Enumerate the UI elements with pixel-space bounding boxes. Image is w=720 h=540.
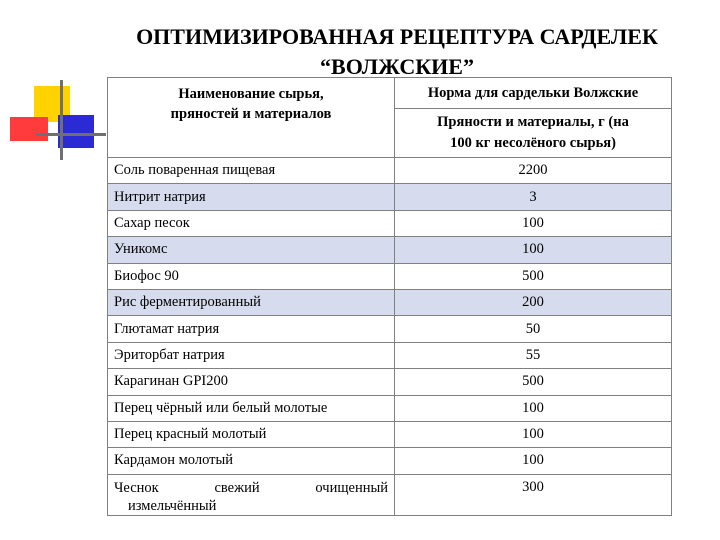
header-unit-line-1: Пряности и материалы, г (на <box>437 114 629 130</box>
ingredient-name: Уникомс <box>108 237 395 263</box>
ingredient-value: 300 <box>395 474 672 515</box>
ingredient-value: 3 <box>395 184 672 210</box>
slide-logo <box>0 0 100 170</box>
table-row <box>108 158 672 184</box>
ingredient-value: 100 <box>395 210 672 236</box>
recipe-table <box>107 77 672 516</box>
ingredient-name-word: свежий <box>214 479 260 496</box>
ingredient-name: Нитрит натрия <box>108 184 395 210</box>
header-name-cell <box>108 78 395 158</box>
ingredient-name-word: очищенный <box>315 479 388 496</box>
page-title <box>92 22 702 82</box>
ingredient-value: 100 <box>395 448 672 474</box>
ingredient-value: 100 <box>395 237 672 263</box>
ingredient-name: Соль поваренная пищевая <box>108 158 395 184</box>
header-norm-cell: Норма для сардельки Волжские <box>395 78 672 109</box>
ingredient-name: Рис ферментированный <box>108 289 395 315</box>
header-name-line-1: Наименование сырья, <box>178 86 324 102</box>
ingredient-name: Сахар песок <box>108 210 395 236</box>
ingredient-value: 100 <box>395 395 672 421</box>
ingredient-name: Биофос 90 <box>108 263 395 289</box>
table-row <box>108 289 672 315</box>
table-row <box>108 421 672 447</box>
ingredient-value: 200 <box>395 289 672 315</box>
table-row <box>108 448 672 474</box>
ingredient-name: Перец чёрный или белый молотые <box>108 395 395 421</box>
ingredient-value: 500 <box>395 369 672 395</box>
table-row <box>108 474 672 515</box>
ingredient-value: 2200 <box>395 158 672 184</box>
ingredient-value: 50 <box>395 316 672 342</box>
table-row <box>108 395 672 421</box>
ingredient-name-word: Чеснок <box>114 479 159 496</box>
logo-vertical-line <box>60 80 63 160</box>
ingredient-name: Глютамат натрия <box>108 316 395 342</box>
ingredient-value: 100 <box>395 421 672 447</box>
ingredient-value: 500 <box>395 263 672 289</box>
logo-blue-square <box>58 115 94 148</box>
header-unit-line-2: 100 кг несолёного сырья) <box>450 135 616 151</box>
table-row <box>108 210 672 236</box>
header-unit-cell <box>395 109 672 158</box>
table-row <box>108 369 672 395</box>
ingredient-name: Кардамон молотый <box>108 448 395 474</box>
table-row <box>108 263 672 289</box>
ingredient-name-line-2: измельчённый <box>128 497 217 514</box>
ingredient-name: Карагинан GPI200 <box>108 369 395 395</box>
header-name-line-2: пряностей и материалов <box>170 106 332 122</box>
ingredient-name-line-1 <box>114 479 388 497</box>
table-row <box>108 237 672 263</box>
ingredient-name <box>108 474 395 515</box>
logo-red-square <box>10 117 48 141</box>
ingredient-value: 55 <box>395 342 672 368</box>
table-row <box>108 342 672 368</box>
ingredient-name: Перец красный молотый <box>108 421 395 447</box>
title-line-2: “ВОЛЖСКИЕ” <box>320 54 474 79</box>
table-header-row-1 <box>108 78 672 109</box>
logo-horizontal-line <box>36 133 106 136</box>
table-row <box>108 316 672 342</box>
table-row <box>108 184 672 210</box>
title-line-1: ОПТИМИЗИРОВАННАЯ РЕЦЕПТУРА САРДЕЛЕК <box>136 24 658 49</box>
ingredient-name: Эриторбат натрия <box>108 342 395 368</box>
